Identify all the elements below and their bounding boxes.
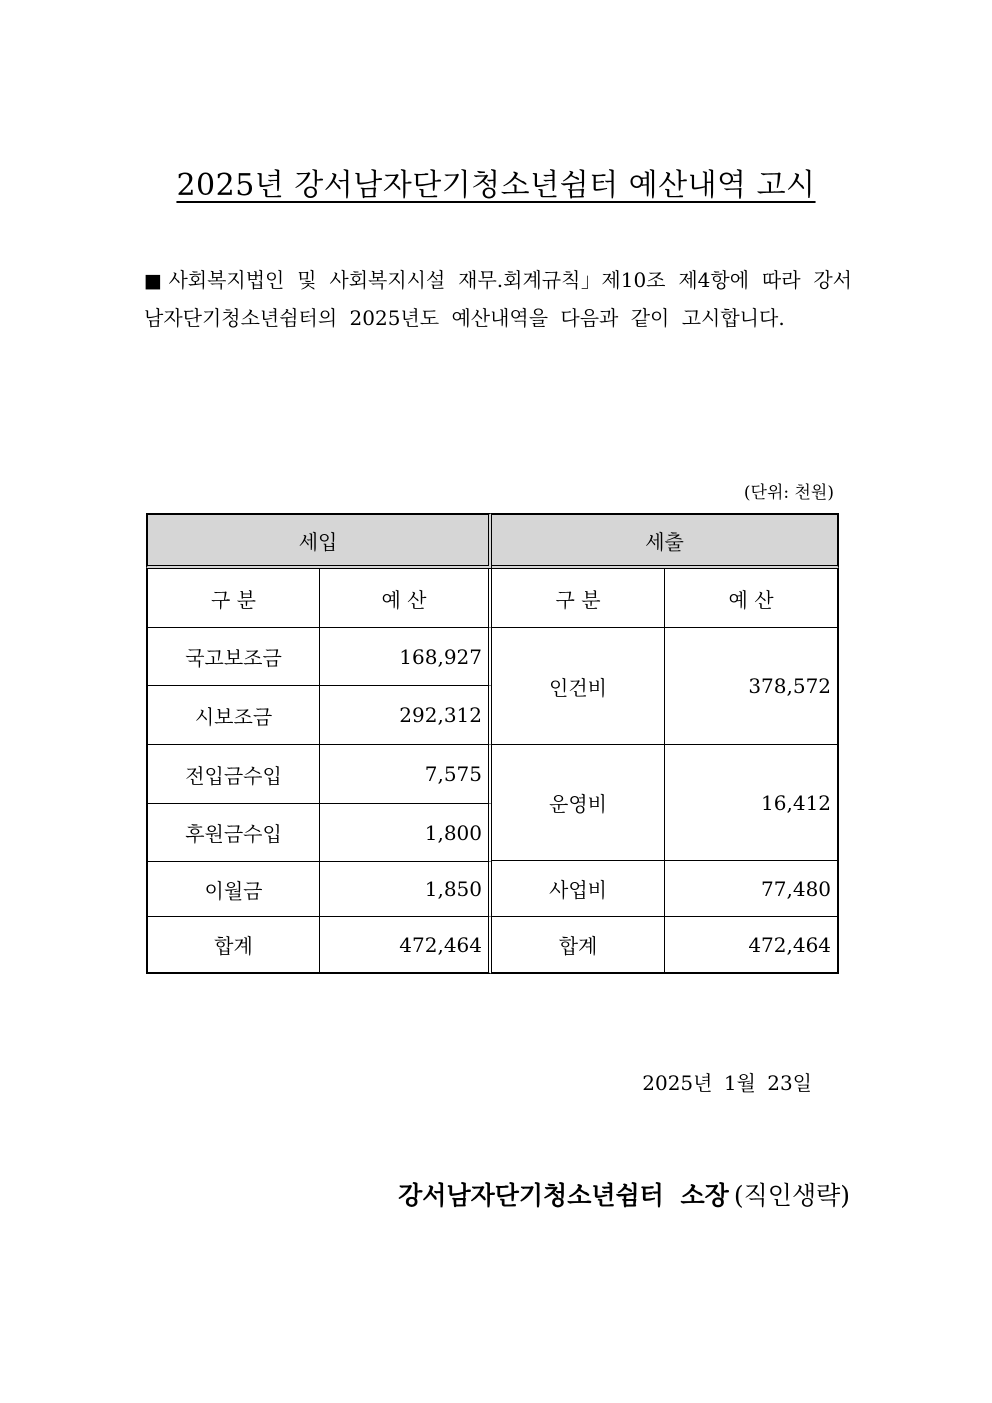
expense-header: 세출 <box>492 513 839 569</box>
signature-seal-note: (직인생략) <box>733 1181 850 1210</box>
income-value: 1,800 <box>320 804 492 862</box>
table-subheader-row <box>146 569 839 628</box>
black-square-icon: ■ <box>144 270 163 292</box>
income-label: 전입금수입 <box>146 745 320 804</box>
expense-total-label: 합계 <box>492 917 665 974</box>
income-total-label: 합계 <box>146 917 320 974</box>
income-value: 292,312 <box>320 686 492 745</box>
expense-label: 운영비 <box>492 745 665 861</box>
unit-note: (단위: 천원) <box>743 483 834 503</box>
income-value: 7,575 <box>320 745 492 804</box>
budget-table <box>146 513 839 974</box>
income-label: 시보조금 <box>146 686 320 745</box>
income-budget-header: 예 산 <box>320 569 492 628</box>
notice-date: 2025년 1월 23일 <box>642 1071 812 1095</box>
income-category-header: 구 분 <box>146 569 320 628</box>
income-total-value: 472,464 <box>320 917 492 974</box>
income-label: 후원금수입 <box>146 804 320 862</box>
intro-paragraph <box>144 262 852 337</box>
expense-value: 77,480 <box>665 861 839 917</box>
table-header-row <box>146 513 839 569</box>
signature-line <box>300 1176 850 1212</box>
signature-org: 강서남자단기청소년쉼터 소장 <box>398 1181 729 1210</box>
income-label: 국고보조금 <box>146 628 320 686</box>
expense-total-value: 472,464 <box>665 917 839 974</box>
table-total-row <box>146 917 839 974</box>
title-text: 2025년 강서남자단기청소년쉼터 예산내역 고시 <box>176 168 816 203</box>
income-value: 1,850 <box>320 862 492 917</box>
table-row <box>146 745 839 804</box>
income-label: 이월금 <box>146 862 320 917</box>
expense-category-header: 구 분 <box>492 569 665 628</box>
document-title <box>0 160 992 204</box>
income-value: 168,927 <box>320 628 492 686</box>
intro-text: 사회복지법인 및 사회복지시설 재무.회계규칙」제10조 제4항에 따라 강서남자단기청소년쉼터의 2025년도 예산내역을 다음과 같이 고시합니다. <box>144 268 853 330</box>
expense-label: 인건비 <box>492 628 665 745</box>
expense-budget-header: 예 산 <box>665 569 839 628</box>
income-header: 세입 <box>146 513 492 569</box>
expense-value: 378,572 <box>665 628 839 745</box>
expense-value: 16,412 <box>665 745 839 861</box>
table-row <box>146 628 839 686</box>
expense-label: 사업비 <box>492 861 665 917</box>
